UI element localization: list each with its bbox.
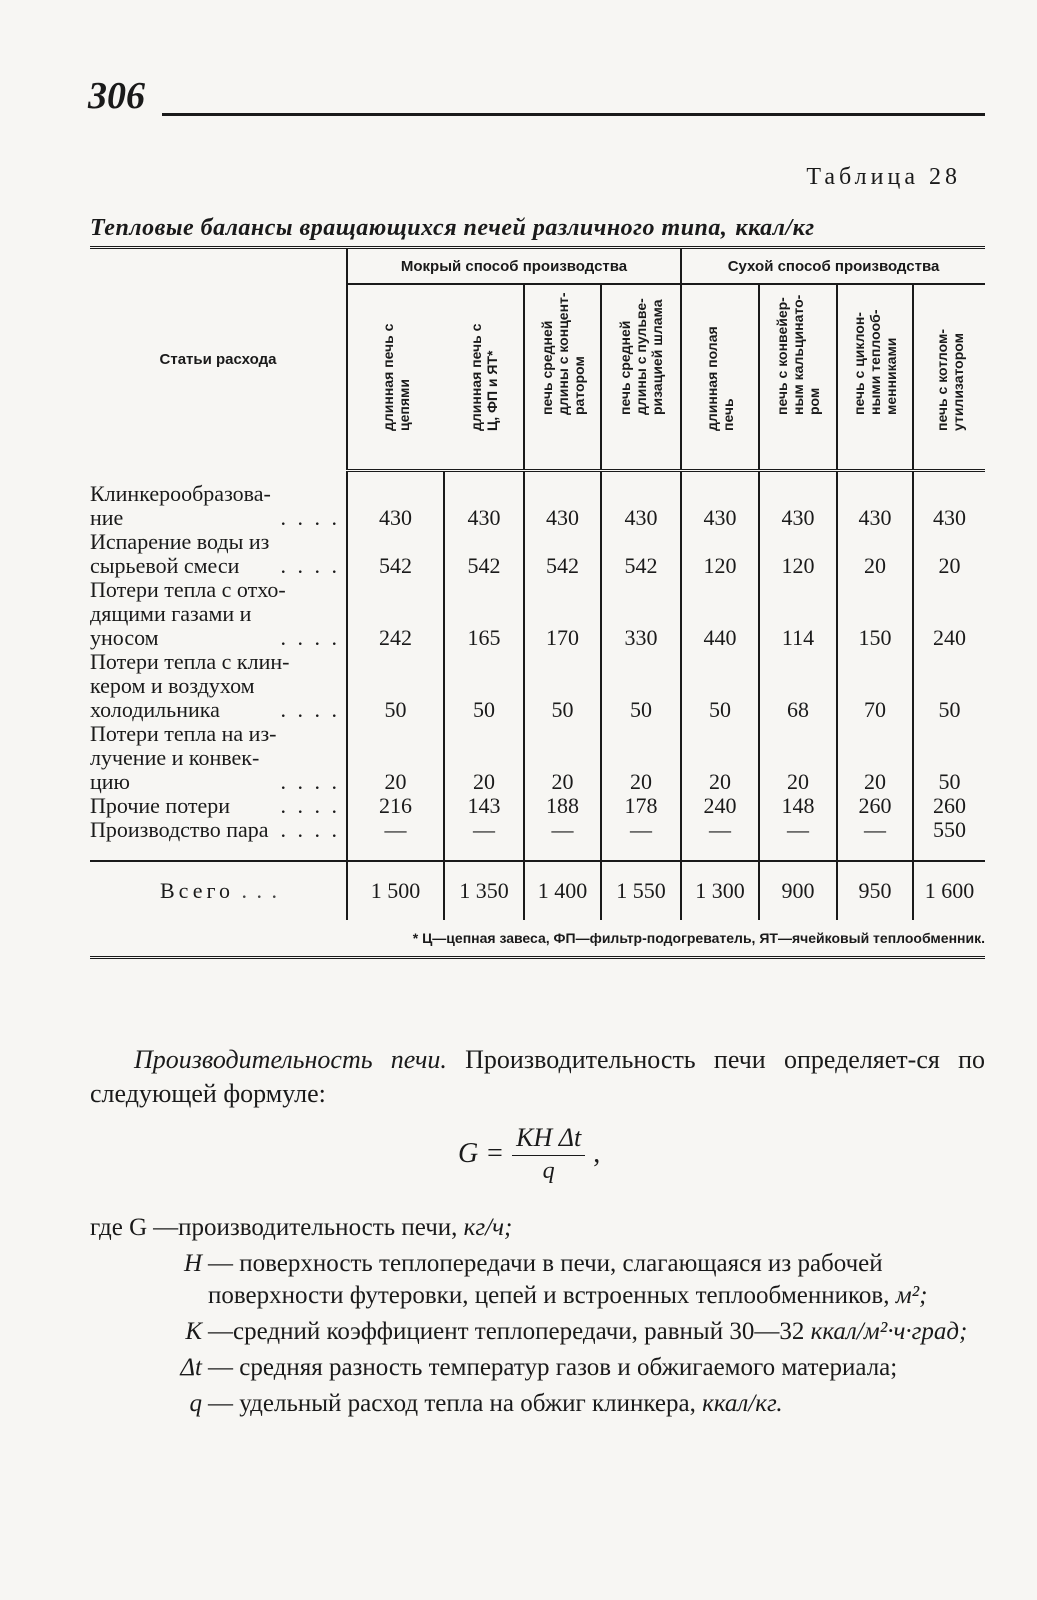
group-wet: Мокрый способ производства (347, 249, 681, 284)
table-row (90, 794, 985, 818)
total-value: 1 350 (444, 861, 524, 920)
cell-value: 20 (837, 530, 913, 578)
row-label (90, 482, 347, 530)
cell-value: — (601, 818, 681, 842)
formula (458, 1123, 600, 1185)
formula-lhs: G = (458, 1138, 505, 1169)
cell-value: 50 (444, 650, 524, 722)
heat-balance-table (90, 246, 985, 959)
cell-value: — (384, 817, 407, 842)
definition-body: — удельный расход тепла на обжиг клинкера, ккал/кг. (208, 1390, 783, 1417)
total-value: 950 (837, 861, 913, 920)
row-label (90, 794, 347, 818)
cell-value: 216 (379, 793, 412, 818)
row-label (90, 578, 347, 650)
cell-value: — (524, 818, 601, 842)
total-value: 1 600 (913, 861, 985, 920)
header-rule (162, 113, 985, 116)
cell-value: 120 (759, 530, 837, 578)
cell-value: 20 (681, 722, 759, 794)
cell-value: 430 (759, 482, 837, 530)
cell-value: 50 (913, 650, 985, 722)
cell-value: 440 (681, 578, 759, 650)
table-title-text: Тепловые балансы вращающихся печей различного типа, (90, 215, 728, 241)
cell-value: 50 (601, 650, 681, 722)
column-header-text: печь с котлом- утилизатором (933, 329, 966, 431)
definition-symbol: q (189, 1390, 202, 1417)
total-value: 1 400 (524, 861, 601, 920)
cell-value: 178 (601, 794, 681, 818)
row-label-line: Производство пара . . . . (90, 817, 340, 842)
definition-unit: м²; (895, 1282, 928, 1309)
definition-symbol: где G (90, 1214, 148, 1241)
total-value: 1 300 (681, 861, 759, 920)
row-header: Статьи расхода (90, 249, 347, 471)
total-value: 1 550 (601, 861, 681, 920)
table-row (90, 650, 985, 722)
cell-value: 114 (759, 578, 837, 650)
definition-body: — поверхность теплопередачи в печи, слагающаяся из рабочей поверхности футеровки, цепей и встроенных теплообменников, м²; (208, 1250, 928, 1309)
formula-denominator: q (542, 1158, 555, 1184)
total-row (90, 861, 985, 920)
column-header-text: печь с циклон- ными теплооб- менниками (851, 309, 900, 415)
cell-value: 68 (759, 650, 837, 722)
cell-value: 240 (913, 578, 985, 650)
cell-value: 50 (681, 650, 759, 722)
formula-tail: , (593, 1138, 601, 1169)
table-row (90, 818, 985, 842)
table-label: Таблица 28 (806, 164, 961, 190)
column-header-8 (913, 284, 985, 471)
column-header-text: печь средней длины с концент- ратором (538, 292, 587, 415)
cell-value: 150 (837, 578, 913, 650)
row-label-line: дящими газами и (90, 601, 252, 626)
cell-value: — (759, 818, 837, 842)
cell-value: 260 (913, 794, 985, 818)
total-label: Всего . . . (90, 861, 347, 920)
table-row (90, 530, 985, 578)
cell-value: 20 (913, 530, 985, 578)
cell-value: 542 (379, 553, 412, 578)
cell-value: 430 (837, 482, 913, 530)
cell-value: 148 (759, 794, 837, 818)
column-header-2 (444, 284, 524, 471)
table-title-unit: ккал/кг (735, 215, 815, 241)
cell-value: — (444, 818, 524, 842)
cell-value: 20 (759, 722, 837, 794)
cell-value: 260 (837, 794, 913, 818)
row-label-line: сырьевой смеси . . . . (90, 553, 340, 578)
cell-value: 430 (601, 482, 681, 530)
cell-value: 430 (524, 482, 601, 530)
footnote-rule (90, 956, 985, 959)
formula-numerator: KH Δt (512, 1123, 585, 1156)
table-row (90, 722, 985, 794)
cell-value: 430 (913, 482, 985, 530)
cell-value: 50 (384, 697, 407, 722)
cell-value: 20 (837, 722, 913, 794)
cell-value: 240 (681, 794, 759, 818)
column-header-text: печь с конвейер- ным кальцинато- ром (774, 294, 823, 415)
row-label-line: Потери тепла на из- (90, 721, 277, 746)
cell-value: 120 (681, 530, 759, 578)
cell-value: 550 (913, 818, 985, 842)
row-label-line: лучение и конвек- (90, 745, 260, 770)
column-header-5 (681, 284, 759, 471)
row-label-line: холодильника . . . . (90, 697, 340, 722)
paragraph-lead: Производительность печи. (134, 1045, 447, 1074)
group-dry: Сухой способ производства (681, 249, 985, 284)
row-label-line: цию . . . . (90, 769, 340, 794)
definition-item (90, 1388, 985, 1420)
formula-fraction (512, 1123, 585, 1185)
definition-body: — средняя разность температур газов и обжигаемого материала; (208, 1354, 898, 1381)
definition-body: —средний коэффициент теплопередачи, равный 30—32 ккал/м²·ч·град; (208, 1318, 968, 1345)
cell-value: 242 (379, 625, 412, 650)
table-body (90, 471, 985, 921)
row-label-line: уносом . . . . (90, 625, 340, 650)
definition-symbol: K (185, 1318, 202, 1345)
definition-symbol: Δt (180, 1354, 202, 1381)
column-header-3 (524, 284, 601, 471)
column-header-7 (837, 284, 913, 471)
row-label-line: Потери тепла с клин- (90, 649, 290, 674)
paragraph-productivity (90, 1043, 985, 1111)
column-header-text: длинная полая печь (704, 326, 737, 431)
definition-item (90, 1212, 985, 1244)
total-value: 900 (759, 861, 837, 920)
definitions-list (90, 1212, 985, 1424)
cell-value: 542 (524, 530, 601, 578)
column-header-text: печь средней длины с пульве- ризацией шлама (617, 298, 665, 415)
cell-value: 143 (444, 794, 524, 818)
definition-unit: ккал/м²·ч·град; (810, 1318, 968, 1345)
spacer-row (90, 842, 985, 861)
row-label (90, 722, 347, 794)
definition-unit: ккал/кг. (702, 1390, 783, 1417)
cell-value: 50 (913, 722, 985, 794)
definition-body: —производительность печи, кг/ч; (153, 1214, 513, 1241)
row-label-line: Прочие потери . . . . (90, 793, 340, 818)
table-title (90, 215, 815, 242)
table-footnote: * Ц—цепная завеса, ФП—фильтр-подогреватель, ЯТ—ячейковый теплообменник. (412, 930, 985, 946)
row-label-line: Клинкерообразова- (90, 481, 271, 506)
definition-item (90, 1248, 985, 1312)
definition-item (90, 1352, 985, 1384)
cell-value: 50 (524, 650, 601, 722)
cell-value: 20 (601, 722, 681, 794)
total-value: 1 500 (347, 861, 444, 920)
cell-value: — (681, 818, 759, 842)
row-label-line: Потери тепла с отхо- (90, 577, 286, 602)
table-row (90, 482, 985, 530)
cell-value: 542 (601, 530, 681, 578)
row-label (90, 650, 347, 722)
table-row (90, 578, 985, 650)
cell-value: 20 (384, 769, 407, 794)
column-header-text: длинная печь с Ц, ФП и ЯТ* (467, 323, 500, 431)
cell-value: 430 (444, 482, 524, 530)
column-header-text: длинная печь с цепями (380, 323, 412, 431)
definition-item (90, 1316, 985, 1348)
column-header-1 (347, 284, 444, 471)
cell-value: 430 (681, 482, 759, 530)
cell-value: 20 (524, 722, 601, 794)
paragraph-text: Производительность печи определяет-ся по следующей формуле: (90, 1045, 985, 1108)
cell-value: 542 (444, 530, 524, 578)
column-header-6 (759, 284, 837, 471)
definition-unit: кг/ч; (463, 1214, 513, 1241)
row-label-line: Испарение воды из (90, 529, 270, 554)
definition-symbol: H (183, 1250, 202, 1277)
cell-value: 20 (444, 722, 524, 794)
cell-value: — (837, 818, 913, 842)
column-header-4 (601, 284, 681, 471)
cell-value: 165 (444, 578, 524, 650)
cell-value: 430 (379, 505, 412, 530)
cell-value: 330 (601, 578, 681, 650)
row-label-line: ние . . . . (90, 505, 340, 530)
cell-value: 170 (524, 578, 601, 650)
row-label (90, 530, 347, 578)
cell-value: 188 (524, 794, 601, 818)
page-number: 306 (88, 75, 145, 117)
cell-value: 70 (837, 650, 913, 722)
row-label (90, 818, 347, 842)
row-label-line: кером и воздухом (90, 673, 255, 698)
